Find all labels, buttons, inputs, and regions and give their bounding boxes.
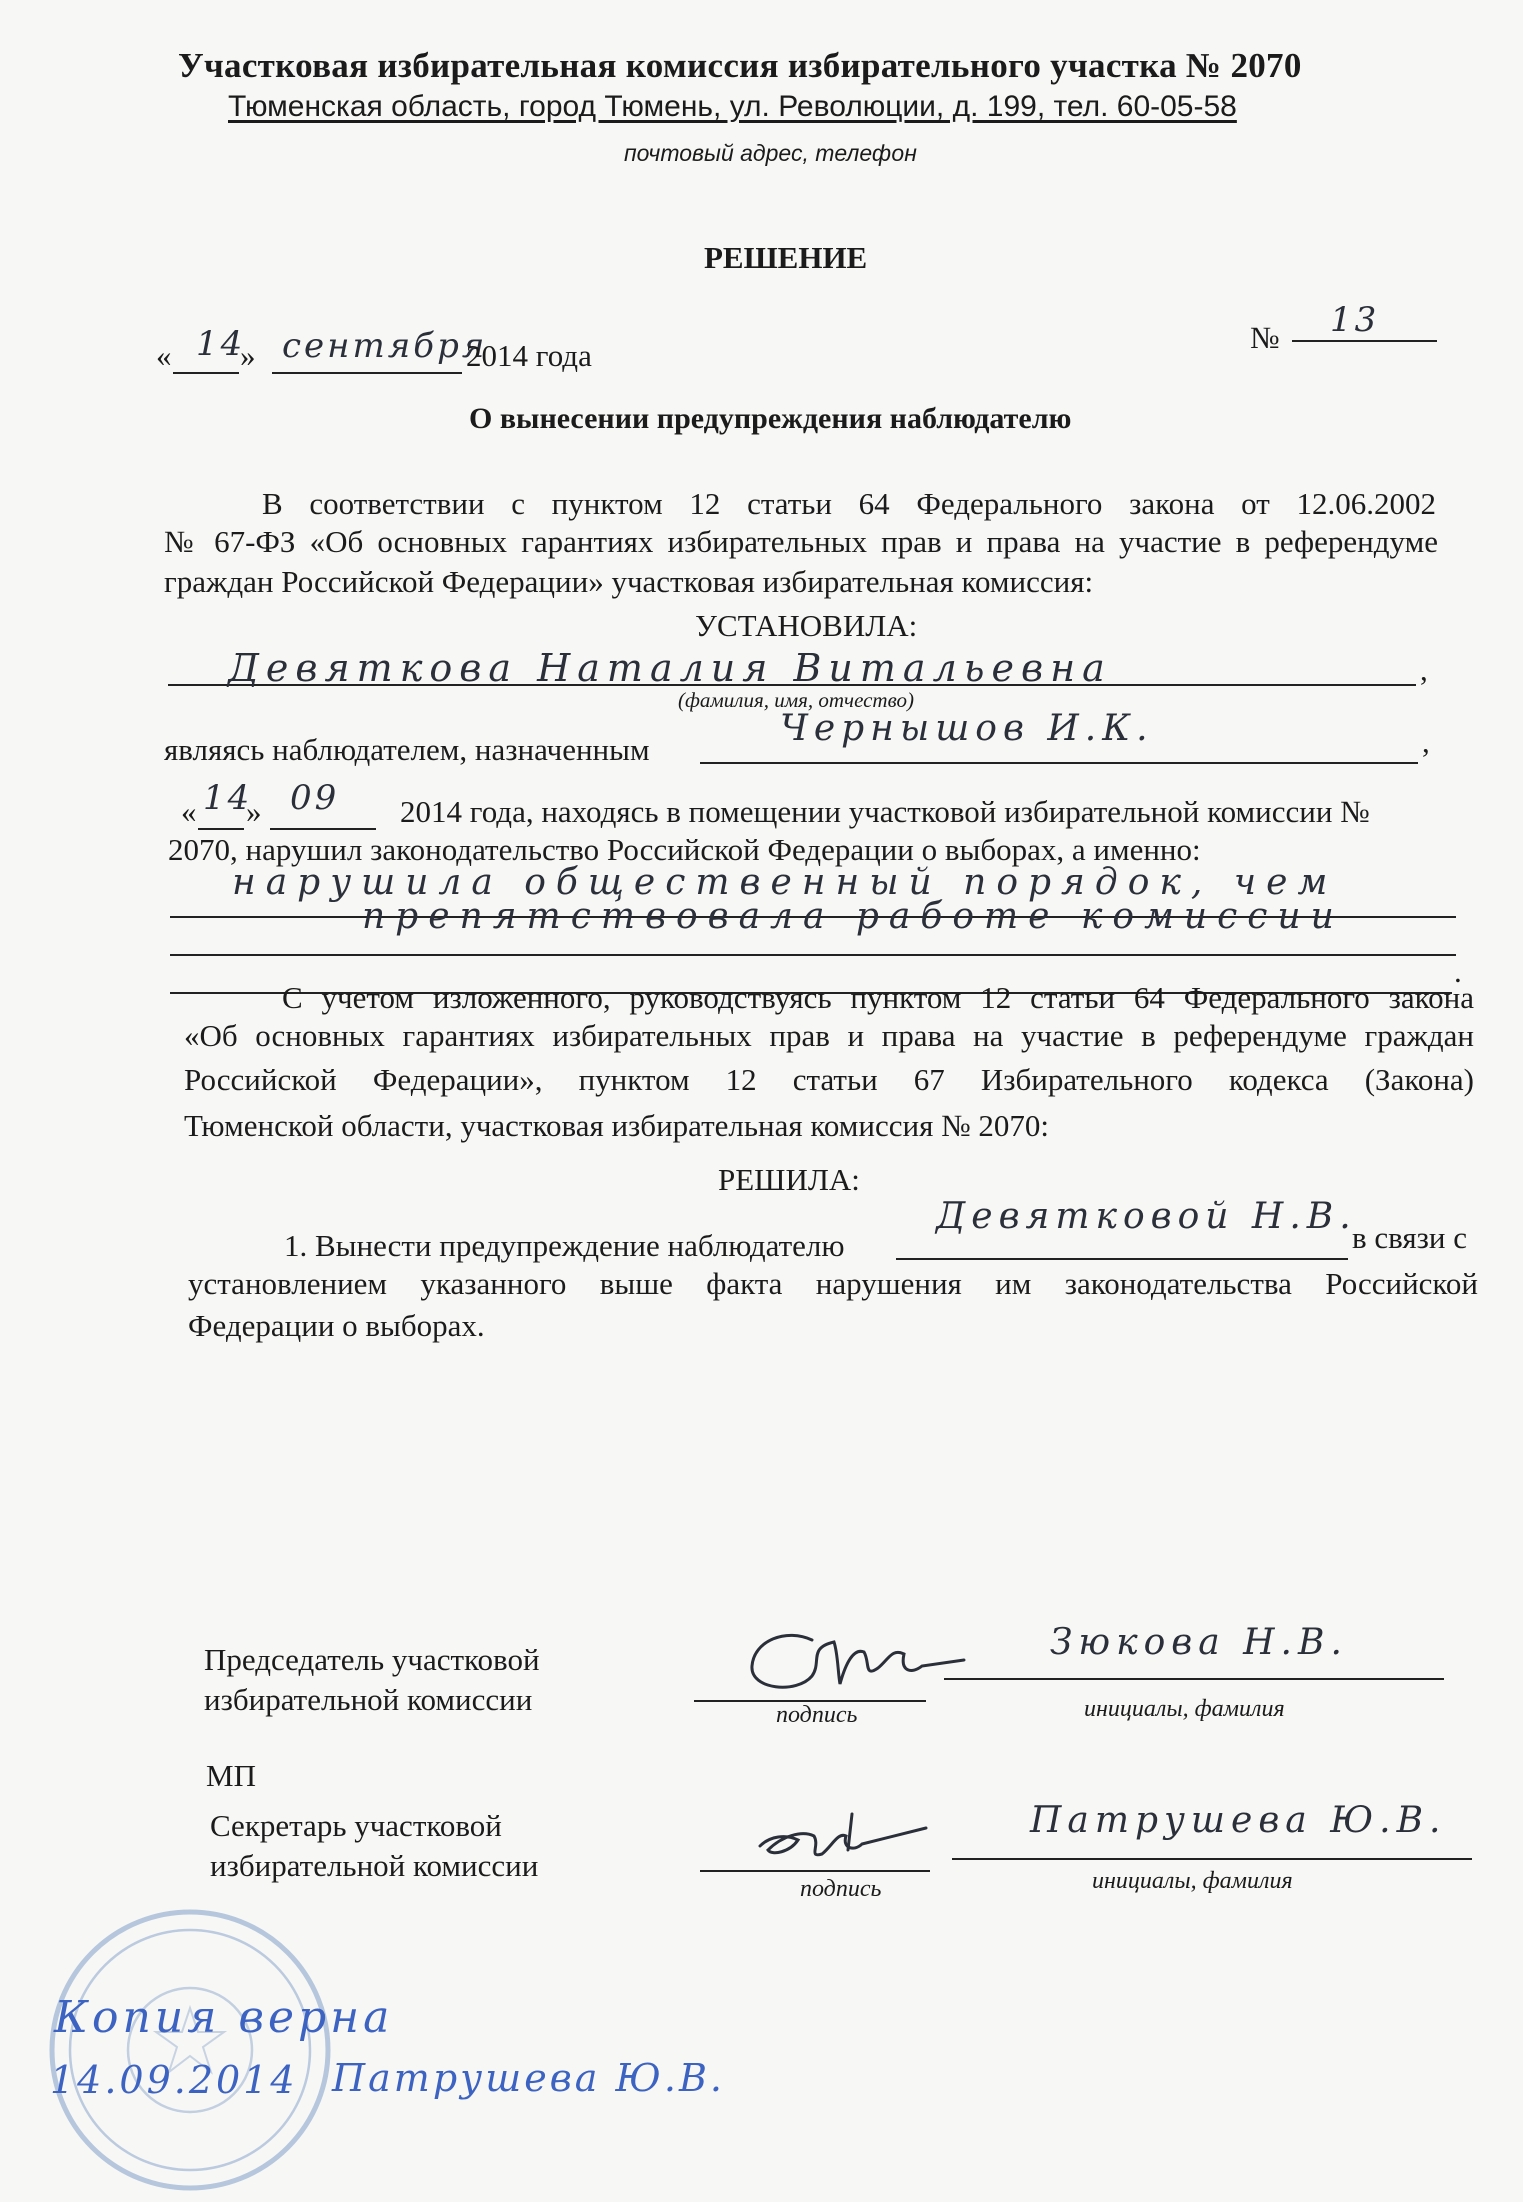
secretary-name-caption: инициалы, фамилия: [1092, 1868, 1293, 1894]
commission-address: Тюменская область, город Тюмень, ул. Революции, д. 199, тел. 60-05-58: [228, 90, 1237, 123]
violation-handwritten-2: препятствовала работе комиссии: [362, 896, 1344, 937]
decision-name-line: [896, 1258, 1348, 1260]
incident-month-handwritten: 09: [290, 778, 340, 818]
date-close-quote: »: [240, 338, 256, 373]
document-number-handwritten: 13: [1330, 300, 1380, 340]
number-label: №: [1250, 320, 1280, 355]
incident-close-quote: »: [246, 794, 262, 829]
chair-name-handwritten: Зюкова Н.В.: [1050, 1622, 1348, 1663]
chair-signature-caption: подпись: [776, 1702, 858, 1728]
incident-open-quote: «: [181, 794, 197, 829]
considering-line-2: «Об основных гарантиях избирательных прав и права на участие в референдуме граждан: [184, 1018, 1474, 1053]
secretary-signature: [742, 1806, 932, 1876]
considering-line-4: Тюменской области, участковая избирательная комиссия № 2070:: [184, 1108, 1050, 1143]
appointed-by-comma: ,: [1422, 724, 1430, 759]
violation-period: .: [1454, 954, 1462, 989]
considering-line-3: Российской Федерации», пунктом 12 статьи 67 Избирательного кодекса (Закона): [184, 1062, 1474, 1097]
document-subject: О вынесении предупреждения наблюдателю: [469, 402, 1072, 435]
decision-item-1-prefix: 1. Вынести предупреждение наблюдателю: [284, 1228, 845, 1263]
address-caption: почтовый адрес, телефон: [624, 140, 917, 166]
commission-round-stamp: [40, 1900, 340, 2200]
preamble-line-3: граждан Российской Федерации» участковая избирательная комиссия:: [164, 564, 1094, 599]
document-type: РЕШЕНИЕ: [704, 240, 868, 275]
violation-line-2: [170, 954, 1456, 956]
commission-title: Участковая избирательная комиссия избирательного участка № 2070: [178, 46, 1302, 85]
established-heading: УСТАНОВИЛА:: [695, 608, 918, 643]
chair-name-line: [944, 1678, 1444, 1680]
copy-certified-note: Копия верна: [54, 1992, 394, 2043]
date-open-quote: «: [156, 338, 172, 373]
chair-title-line-1: Председатель участковой: [204, 1642, 540, 1677]
number-line: [1292, 340, 1437, 342]
date-day-line: [173, 372, 239, 374]
incident-text-2: 2070, нарушил законодательство Российской Федерации о выборах, а именно:: [168, 832, 1201, 867]
chair-signature: [742, 1618, 972, 1708]
chair-title-line-2: избирательной комиссии: [204, 1682, 533, 1717]
secretary-signature-caption: подпись: [800, 1876, 882, 1902]
appointed-by-line: [700, 762, 1418, 764]
secretary-name-handwritten: Патрушева Ю.В.: [1030, 1800, 1447, 1841]
appointed-by-handwritten: Чернышов И.К.: [780, 708, 1154, 749]
secretary-title-line-1: Секретарь участковой: [210, 1808, 502, 1843]
violation-handwritten-1: нарушила общественный порядок, чем: [232, 862, 1338, 903]
incident-text-1: 2014 года, находясь в помещении участковой избирательной комиссии №: [400, 794, 1370, 829]
date-month-line: [272, 372, 462, 374]
observer-name-handwritten: Девяткова Наталия Витальевна: [228, 646, 1112, 690]
stamp-place-label: МП: [206, 1758, 256, 1793]
appointed-label: являясь наблюдателем, назначенным: [164, 732, 650, 767]
certification-signer: Патрушева Ю.В.: [332, 2056, 725, 2100]
decided-heading: РЕШИЛА:: [718, 1162, 860, 1197]
secretary-title-line-2: избирательной комиссии: [210, 1848, 539, 1883]
date-day-handwritten: 14: [196, 324, 246, 364]
observer-name-caption: (фамилия, имя, отчество): [678, 688, 914, 712]
incident-day-handwritten: 14: [203, 778, 253, 818]
decision-item-1-line-3: Федерации о выборах.: [188, 1308, 485, 1343]
secretary-name-line: [952, 1858, 1472, 1860]
decision-item-1-suffix: в связи с: [1352, 1220, 1467, 1255]
decision-name-handwritten: Девятковой Н.В.: [936, 1196, 1357, 1237]
date-year: 2014 года: [466, 338, 592, 373]
considering-line-1: С учетом изложенного, руководствуясь пунктом 12 статьи 64 Федерального закона: [282, 980, 1474, 1015]
chair-name-caption: инициалы, фамилия: [1084, 1696, 1285, 1722]
date-month-handwritten: сентября: [282, 326, 488, 366]
certification-date: 14.09.2014: [50, 2058, 298, 2102]
preamble-line-1: В соответствии с пунктом 12 статьи 64 Федерального закона от 12.06.2002: [262, 486, 1436, 521]
preamble-line-2: № 67-ФЗ «Об основных гарантиях избирательных прав и права на участие в референдуме: [164, 524, 1438, 559]
decision-item-1-line-2: установлением указанного выше факта нарушения им законодательства Российской: [188, 1266, 1478, 1301]
observer-name-comma: ,: [1420, 652, 1428, 687]
